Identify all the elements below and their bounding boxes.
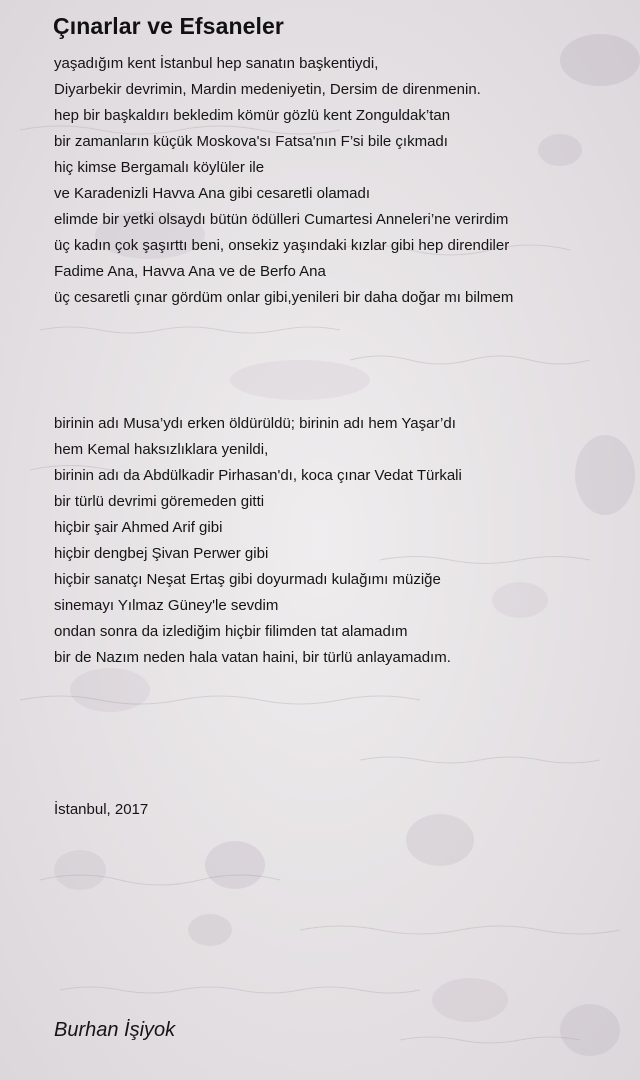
poem-line: ve Karadenizli Havva Ana gibi cesaretli olamadı bbox=[54, 185, 371, 202]
poem-line: bir de Nazım neden hala vatan haini, bir türlü anlayamadım. bbox=[54, 649, 451, 666]
poem-line: hiçbir şair Ahmed Arif gibi bbox=[54, 519, 223, 536]
poem-line: üç kadın çok şaşırttı beni, onsekiz yaşındaki kızlar gibi hep direndiler bbox=[54, 237, 510, 254]
poem-line: Diyarbekir devrimin, Mardin medeniyetin, Dersim de direnmenin. bbox=[54, 81, 481, 98]
place-date: İstanbul, 2017 bbox=[54, 801, 149, 818]
poem-line: hiçbir dengbej Şivan Perwer gibi bbox=[54, 545, 269, 562]
poem-line: üç cesaretli çınar gördüm onlar gibi,yenileri bir daha doğar mı bilmem bbox=[54, 289, 514, 306]
poem-line: hiçbir sanatçı Neşat Ertaş gibi doyurmadı kulağımı müziğe bbox=[54, 571, 441, 588]
poem-line: hep bir başkaldırı bekledim kömür gözlü kent Zonguldak’tan bbox=[54, 107, 451, 124]
poem-line: hiç kimse Bergamalı köylüler ile bbox=[54, 159, 265, 176]
poem-line: yaşadığım kent İstanbul hep sanatın başkentiydi, bbox=[54, 55, 379, 72]
author-name: Burhan İşiyok bbox=[54, 1019, 176, 1041]
poem-line: Fadime Ana, Havva Ana ve de Berfo Ana bbox=[54, 263, 326, 280]
poem-line: bir türlü devrimi göremeden gitti bbox=[54, 493, 265, 510]
poem-line: ondan sonra da izlediğim hiçbir filimden tat alamadım bbox=[54, 623, 408, 640]
poem-stanza-1 bbox=[54, 51, 513, 311]
poem-line: bir zamanların küçük Moskova'sı Fatsa'nın F’si bile çıkmadı bbox=[54, 133, 448, 150]
poem-title: Çınarlar ve Efsaneler bbox=[53, 13, 284, 39]
poem-line: sinemayı Yılmaz Güney'le sevdim bbox=[54, 597, 279, 614]
poem-line: elimde bir yetki olsaydı bütün ödülleri Cumartesi Anneleri’ne verirdim bbox=[54, 211, 509, 228]
poem-line: hem Kemal haksızlıklara yenildi, bbox=[54, 441, 269, 458]
poem-stanza-2 bbox=[54, 411, 462, 671]
poem-line: birinin adı Musa’ydı erken öldürüldü; birinin adı hem Yaşar’dı bbox=[54, 415, 456, 432]
poem-line: birinin adı da Abdülkadir Pirhasan'dı, koca çınar Vedat Türkali bbox=[54, 467, 462, 484]
